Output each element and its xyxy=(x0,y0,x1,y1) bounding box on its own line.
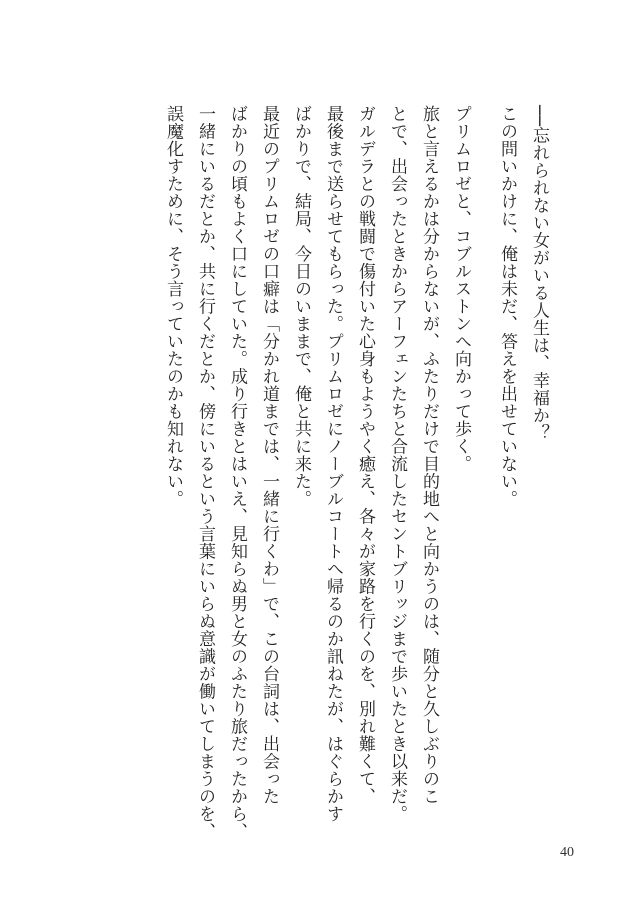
text-line: 最後まで送らせてもらった。プリムロゼにノーブルコートへ帰るのか訊ねたが、はぐらかす xyxy=(323,105,343,823)
text-line: 旅と言えるかは分からないが、ふたりだけで目的地へと向かうのは、随分と久しぶりのこ xyxy=(419,105,439,805)
paragraph-gap xyxy=(477,105,491,895)
vertical-text-body xyxy=(65,105,555,895)
text-line: ──忘れられない女がいる人生は、幸福か？ xyxy=(529,105,549,442)
text-line: ガルデラとの戦闘で傷付いた心身もようやく癒え、各々が家路を行くのを、別れ難くて、 xyxy=(355,105,375,805)
page-number: 40 xyxy=(560,845,574,860)
text-line: 一緒にいるだとか、共に行くだとか、傍にいるという言葉にいらぬ意識が働いてしまうのを、 xyxy=(195,105,215,840)
text-line: プリムロゼと、コブルストンへ向かって歩く。 xyxy=(451,105,471,473)
text-line: ばかりで、結局、今日のいままで、俺と共に来た。 xyxy=(291,105,311,508)
text-line: ばかりの頃もよく口にしていた。成り行きとはいえ、見知らぬ男と女のふたり旅だったから、 xyxy=(227,105,247,840)
text-line: 誤魔化すために、そう言っていたのかも知れない。 xyxy=(163,105,183,508)
text-line: とで、出会ったときからアーフェンたちと合流したセントブリッジまで歩いたとき以来だ。 xyxy=(387,105,407,823)
text-line: 最近のプリムロゼの口癖は「分かれ道までは、一緒に行くわ」で、この台詞は、出会った xyxy=(259,105,279,805)
text-line: この問いかけに、俺は未だ、答えを出せていない。 xyxy=(497,105,517,508)
